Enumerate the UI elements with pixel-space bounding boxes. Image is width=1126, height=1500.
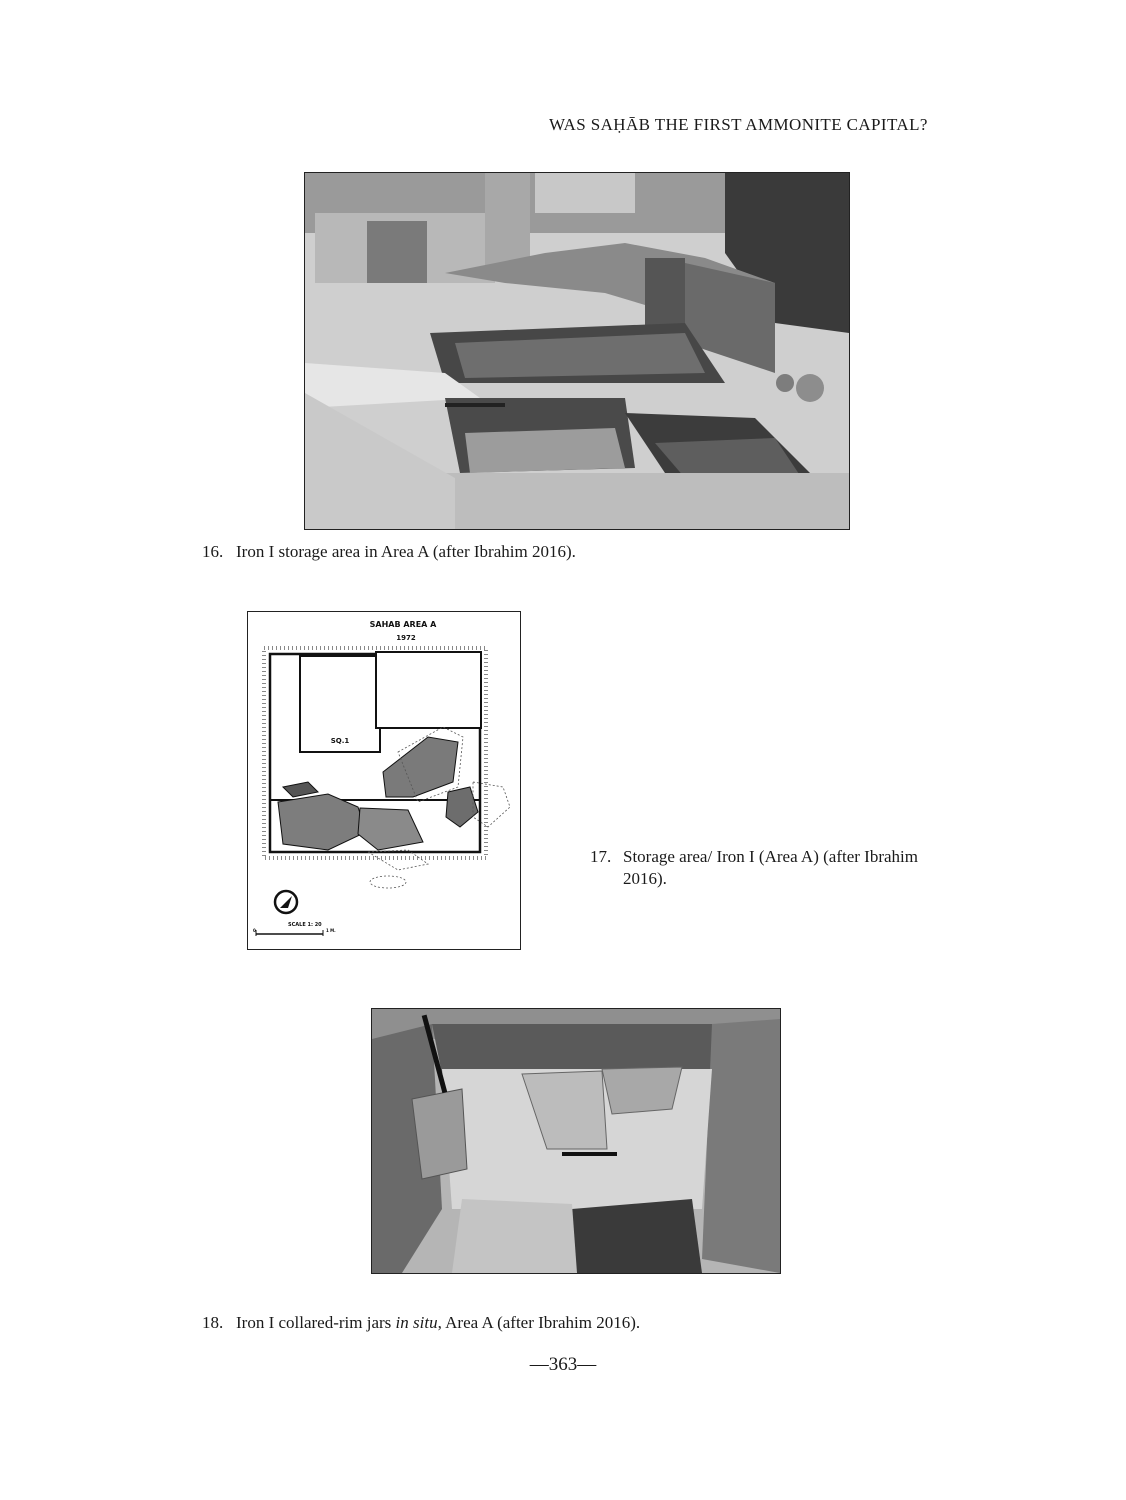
figure-18-photo: [371, 1008, 781, 1274]
figure-17-caption: [590, 846, 970, 890]
plan-year: 1972: [396, 634, 416, 642]
figure-17-number: 17.: [590, 847, 612, 866]
plan-square-label: SQ.1: [330, 737, 350, 745]
figure-16-caption-text: Iron I storage area in Area A (after Ibrahim 2016).: [236, 542, 576, 561]
figure-16-number: 16.: [202, 542, 224, 561]
running-head: WAS SAḤĀB THE FIRST AMMONITE CAPITAL?: [549, 115, 928, 134]
plan-scale-end: 1 M.: [326, 928, 336, 933]
figure-16-photo: [304, 172, 850, 530]
figure-17-plan: [247, 611, 521, 950]
plan-title: SAHAB AREA A: [369, 620, 437, 629]
page-number: —363—: [529, 1354, 597, 1375]
plan-scale-zero: 0: [253, 928, 256, 933]
plan-scale-label: SCALE 1: 20: [288, 922, 322, 928]
figure-18-caption-text-end: , Area A (after Ibrahim 2016).: [437, 1313, 641, 1332]
figure-16-caption: [202, 541, 576, 563]
figure-17-caption-text: Storage area/ Iron I (Area A) (after Ibrahim 2016).: [623, 847, 918, 888]
figure-18-number: 18.: [202, 1313, 224, 1332]
figure-18-caption-italic: in situ: [395, 1313, 438, 1332]
figure-18-caption: [202, 1312, 640, 1334]
figure-18-caption-text-start: Iron I collared-rim jars: [236, 1313, 396, 1332]
